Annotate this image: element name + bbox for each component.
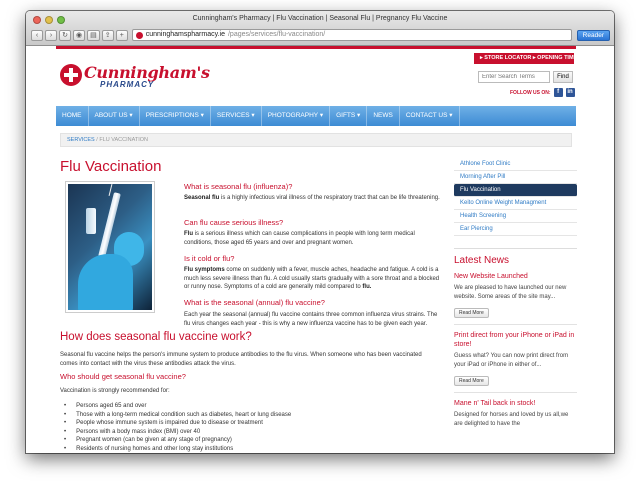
reload-icon[interactable]: ↻ bbox=[59, 30, 71, 41]
sidebar-item-morning-after-pill[interactable]: Morning After Pill bbox=[454, 171, 577, 184]
news-title[interactable]: Print direct from your iPhone or iPad in store! bbox=[454, 332, 575, 348]
back-button[interactable]: ‹ bbox=[31, 30, 43, 41]
nav-contact-us[interactable]: CONTACT US ▾ bbox=[400, 106, 460, 126]
share-icon[interactable]: ⇪ bbox=[102, 30, 114, 41]
news-item bbox=[454, 331, 577, 393]
page-title: Flu Vaccination bbox=[60, 158, 162, 175]
search-input[interactable] bbox=[478, 71, 550, 83]
browser-window bbox=[26, 11, 614, 453]
follow-label: FOLLOW US ON: bbox=[510, 89, 551, 96]
recommended-list bbox=[64, 402, 291, 453]
favicon-icon bbox=[136, 32, 143, 39]
paragraph-annual-vaccine: Each year the seasonal (annual) flu vaccine contains three common influenza virus strains. The flu virus changes each year - this is why a new influenza vaccine has to be given each year. bbox=[184, 312, 438, 327]
paragraph-serious-illness bbox=[184, 230, 444, 247]
main-content bbox=[60, 158, 440, 452]
list-item: • Those with a long-term medical condition such as diabetes, heart or lung disease bbox=[64, 411, 291, 420]
nav-services[interactable]: SERVICES ▾ bbox=[211, 106, 262, 126]
news-item bbox=[454, 399, 577, 428]
read-more-button[interactable]: Read More bbox=[454, 376, 489, 386]
breadcrumb-current: FLU VACCINATION bbox=[99, 137, 149, 143]
address-bar[interactable] bbox=[132, 29, 572, 41]
page-viewport bbox=[26, 46, 614, 453]
breadcrumb bbox=[60, 133, 572, 147]
main-nav bbox=[56, 106, 576, 126]
follow-us bbox=[510, 88, 575, 97]
text-seasonal-flu: is a highly infectious viral illness of the respiratory tract that can be life threatening. bbox=[219, 195, 440, 201]
latest-news-heading: Latest News bbox=[454, 248, 577, 266]
linkedin-icon[interactable]: in bbox=[567, 89, 573, 95]
glove-arm-shape bbox=[78, 254, 133, 312]
question-serious-illness: Can flu cause serious illness? bbox=[184, 218, 284, 227]
bookmarks-icon[interactable]: ▤ bbox=[87, 30, 100, 41]
sidebar-item-flu-vaccination[interactable]: Flu Vaccination bbox=[454, 184, 577, 197]
url-path: /pages/services/flu-vaccination/ bbox=[227, 31, 326, 38]
opening-times-link[interactable]: ▸ OPENING TIMES bbox=[532, 55, 581, 61]
browser-toolbar bbox=[31, 28, 610, 42]
news-title[interactable]: New Website Launched bbox=[454, 273, 528, 280]
store-links-bar bbox=[474, 53, 581, 64]
title-bar bbox=[26, 11, 614, 46]
paragraph-cold-or-flu bbox=[184, 266, 444, 292]
read-more-button[interactable]: Read More bbox=[454, 308, 489, 318]
paragraph-recommended: Vaccination is strongly recommended for: bbox=[60, 388, 170, 394]
text-cold-or-flu: come on suddenly with a fever, muscle aches, headache and fatigue. A cold is a much less severe illness than flu. A cold usually starts gradually with a sore throat and a blocked or runny nose. Symptoms of a cold are generally mild compared to bbox=[184, 267, 440, 290]
paragraph-how-it-works: Seasonal flu vaccine helps the person's immune system to produce antibodies to the flu virus. When someone who has been vaccinated comes into contact with the virus these antibodies attack the virus. bbox=[60, 352, 422, 367]
vial-shape bbox=[86, 208, 96, 234]
sidebar-item-athlone-foot-clinic[interactable]: Athlone Foot Clinic bbox=[454, 158, 577, 171]
logo-name: Cunningham's bbox=[84, 63, 210, 82]
nav-news[interactable]: NEWS bbox=[367, 106, 400, 126]
add-bookmark-icon[interactable]: + bbox=[116, 30, 128, 41]
sidebar-item-health-screening[interactable]: Health Screening bbox=[454, 210, 577, 223]
nav-about-us[interactable]: ABOUT US ▾ bbox=[89, 106, 140, 126]
term-flu-symptoms: Flu symptoms bbox=[184, 267, 225, 273]
url-domain: cunninghamspharmacy.ie bbox=[145, 31, 225, 38]
news-title[interactable]: Mane n' Tail back in stock! bbox=[454, 400, 536, 407]
question-annual-vaccine: What is the seasonal (annual) flu vaccine? bbox=[184, 298, 325, 307]
header-top-line bbox=[56, 46, 576, 49]
list-item: • People whose immune system is impaired due to disease or treatment bbox=[64, 419, 291, 428]
list-item: • Residents of nursing homes and other long stay institutions bbox=[64, 445, 291, 453]
news-excerpt: We are pleased to have launched our new website. Some areas of the site may... bbox=[454, 285, 567, 300]
breadcrumb-separator: / bbox=[96, 137, 98, 143]
news-excerpt: Designed for horses and loved by us all,we are delighted to have the bbox=[454, 412, 569, 427]
question-cold-or-flu: Is it cold or flu? bbox=[184, 254, 235, 263]
site-search bbox=[478, 71, 573, 83]
forward-button[interactable]: › bbox=[45, 30, 57, 41]
sidebar-item-ear-piercing[interactable]: Ear Piercing bbox=[454, 223, 577, 236]
text-serious-illness: is a serious illness which can cause complications in people with long term medical conditions, those aged 65 years and over and pregnant women. bbox=[184, 231, 415, 246]
nav-home[interactable]: HOME bbox=[56, 106, 89, 126]
term-flu-end: flu. bbox=[362, 284, 372, 290]
sidebar-item-keito-weight[interactable]: Keito Online Weight Managment bbox=[454, 197, 577, 210]
sidebar bbox=[454, 158, 577, 428]
term-seasonal-flu: Seasonal flu bbox=[184, 195, 220, 201]
nav-gifts[interactable]: GIFTS ▾ bbox=[330, 106, 367, 126]
reader-button[interactable]: Reader bbox=[577, 30, 610, 41]
question-seasonal-flu: What is seasonal flu (influenza)? bbox=[184, 182, 293, 191]
term-flu: Flu bbox=[184, 231, 193, 237]
list-item: • Persons aged 65 and over bbox=[64, 402, 291, 411]
site-logo[interactable] bbox=[60, 60, 210, 96]
breadcrumb-services[interactable]: SERVICES bbox=[67, 137, 95, 143]
list-item: • Persons with a body mass index (BMI) over 40 bbox=[64, 428, 291, 437]
nav-photography[interactable]: PHOTOGRAPHY ▾ bbox=[262, 106, 330, 126]
news-item bbox=[454, 272, 577, 325]
needle-shape bbox=[109, 184, 113, 196]
rss-icon[interactable]: ◉ bbox=[73, 30, 85, 41]
facebook-icon[interactable]: f bbox=[554, 88, 563, 97]
pharmacy-cross-icon bbox=[60, 64, 82, 86]
section-heading-how-it-works: How does seasonal flu vaccine work? bbox=[60, 331, 252, 343]
vaccine-photo bbox=[66, 182, 154, 312]
store-locator-link[interactable]: ▸ STORE LOCATOR bbox=[480, 55, 532, 61]
paragraph-seasonal-flu bbox=[184, 194, 444, 203]
news-excerpt: Guess what? You can now print direct from your iPad or iPhone in either of... bbox=[454, 353, 569, 368]
window-title: Cunningham's Pharmacy | Flu Vaccination | Seasonal Flu | Pregnancy Flu Vaccine bbox=[192, 15, 448, 22]
list-item: • Pregnant women (can be given at any stage of pregnancy) bbox=[64, 436, 291, 445]
find-button[interactable]: Find bbox=[553, 71, 573, 83]
nav-prescriptions[interactable]: PRESCRIPTIONS ▾ bbox=[140, 106, 211, 126]
question-who-should-get: Who should get seasonal flu vaccine? bbox=[60, 372, 186, 381]
logo-subtitle: PHARMACY bbox=[100, 80, 155, 89]
